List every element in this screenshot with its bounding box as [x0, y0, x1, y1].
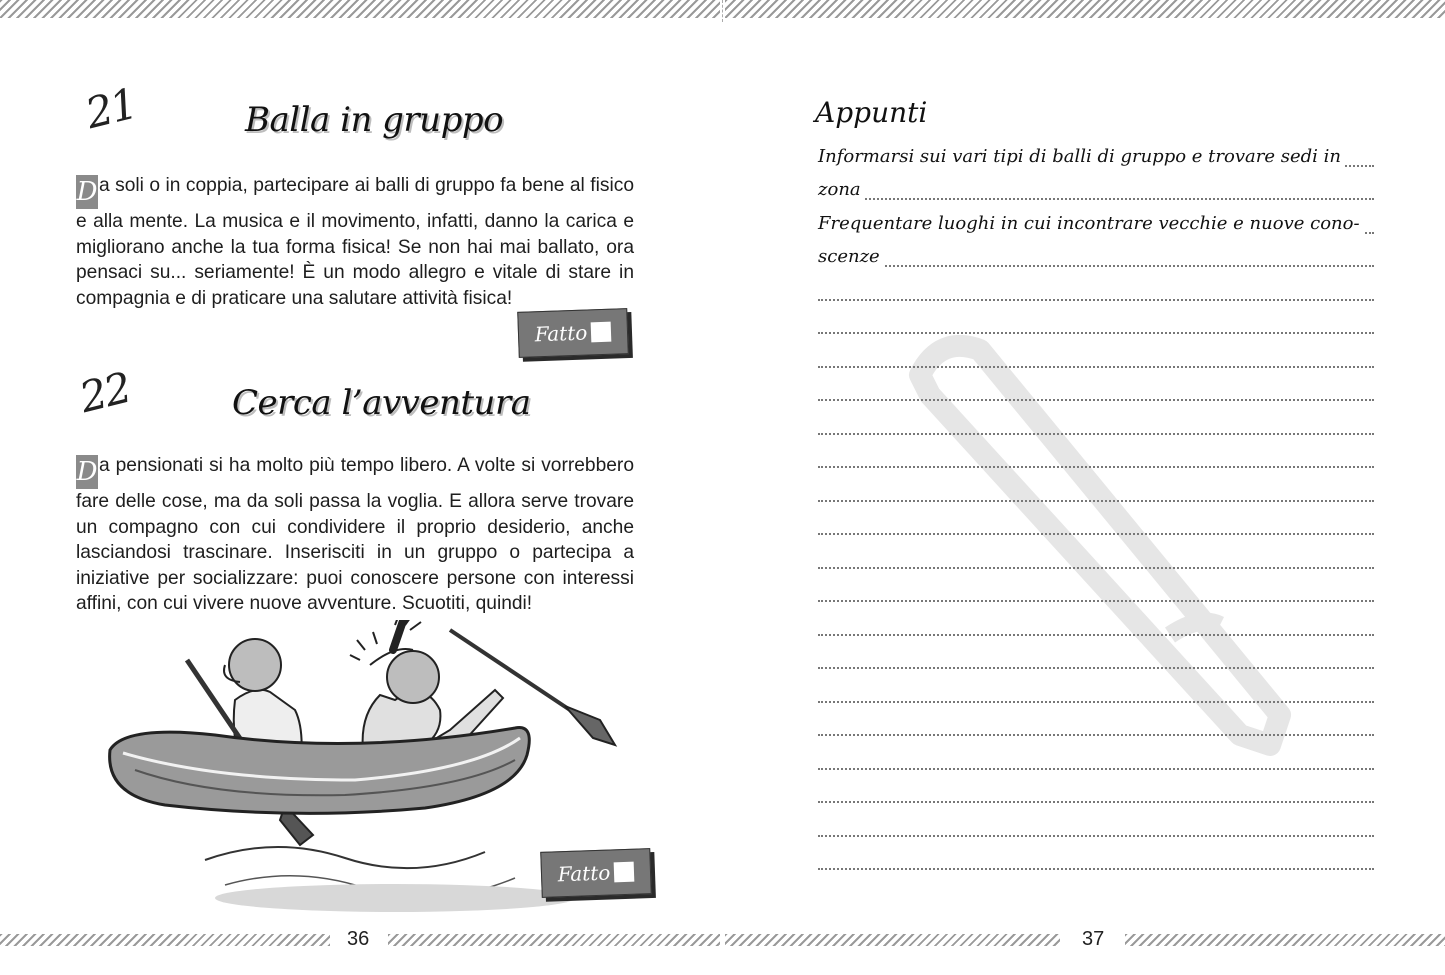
- dropcap: D: [76, 177, 98, 207]
- note-line[interactable]: [818, 133, 1374, 167]
- notes-title: Appunti: [815, 96, 928, 129]
- bottom-stripe-left-a: [0, 934, 330, 946]
- note-line[interactable]: [818, 803, 1374, 837]
- activity-21-title: Balla in gruppo: [245, 100, 504, 140]
- note-line[interactable]: [818, 334, 1374, 368]
- note-line[interactable]: [818, 468, 1374, 502]
- page-divider: [722, 0, 723, 22]
- note-line[interactable]: [818, 200, 1374, 234]
- bottom-stripe-right-b: [1125, 934, 1445, 946]
- note-line[interactable]: [818, 669, 1374, 703]
- done-checkbox-22[interactable]: [540, 848, 652, 898]
- note-line[interactable]: [818, 167, 1374, 201]
- top-stripe-right: [725, 0, 1445, 18]
- note-line[interactable]: [818, 703, 1374, 737]
- note-line[interactable]: [818, 636, 1374, 670]
- note-text: Informarsi sui vari tipi di balli di gruppo e trovare sedi in: [818, 146, 1345, 167]
- activity-22-text: [76, 453, 634, 617]
- note-line[interactable]: [818, 368, 1374, 402]
- note-line[interactable]: [818, 602, 1374, 636]
- note-line[interactable]: [818, 234, 1374, 268]
- note-line[interactable]: [818, 401, 1374, 435]
- done-label: Fatto: [534, 320, 588, 347]
- done-checkbox-21[interactable]: [517, 308, 629, 358]
- note-text: Frequentare luoghi in cui incontrare vecchie e nuove cono-: [818, 213, 1364, 234]
- note-text: scenze: [818, 246, 884, 267]
- note-line[interactable]: [818, 301, 1374, 335]
- note-line[interactable]: [818, 569, 1374, 603]
- activity-21-text: [76, 173, 634, 311]
- activity-21-body: a soli o in coppia, partecipare ai balli di gruppo fa bene al fisico e alla mente. La musica e il movimento, infatti, danno la carica e migliorano anche la tua forma fisica! Se non hai mai ballato, ora pensaci su... seriamente! È un modo allegro e vitale di stare in compagnia e di praticare una salutare attività fisica!: [76, 175, 634, 309]
- note-text: zona: [818, 179, 865, 200]
- activity-22-number: 22: [74, 362, 135, 423]
- checkbox-icon[interactable]: [614, 862, 635, 883]
- note-line[interactable]: [818, 837, 1374, 871]
- note-line[interactable]: [818, 535, 1374, 569]
- note-line[interactable]: [818, 502, 1374, 536]
- note-line[interactable]: [818, 267, 1374, 301]
- activity-22-body: a pensionati si ha molto più tempo libero. A volte si vorrebbero fare delle cose, ma da soli passa la voglia. E allora serve trovare un compagno con cui condividere il proprio desiderio, anche lasciandosi trascinare. Inserisciti in un gruppo o partecipa a iniziative per socializzare: puoi conoscere persone con interessi affini, con cui vivere nuove avventure. Scuotiti, quindi!: [76, 455, 634, 615]
- bottom-stripe-right-a: [725, 934, 1060, 946]
- note-line[interactable]: [818, 770, 1374, 804]
- activity-21-number: 21: [80, 78, 141, 139]
- checkbox-icon[interactable]: [591, 322, 612, 343]
- notes-lines: [818, 133, 1374, 870]
- page-number-left: 36: [347, 928, 370, 950]
- activity-22-title: Cerca l’avventura: [232, 383, 531, 423]
- top-stripe-left: [0, 0, 720, 18]
- page-number-right: 37: [1082, 928, 1105, 950]
- bottom-stripe-left-b: [388, 934, 720, 946]
- note-line[interactable]: [818, 435, 1374, 469]
- done-label: Fatto: [557, 860, 611, 887]
- note-line[interactable]: [818, 736, 1374, 770]
- dropcap: D: [76, 457, 98, 487]
